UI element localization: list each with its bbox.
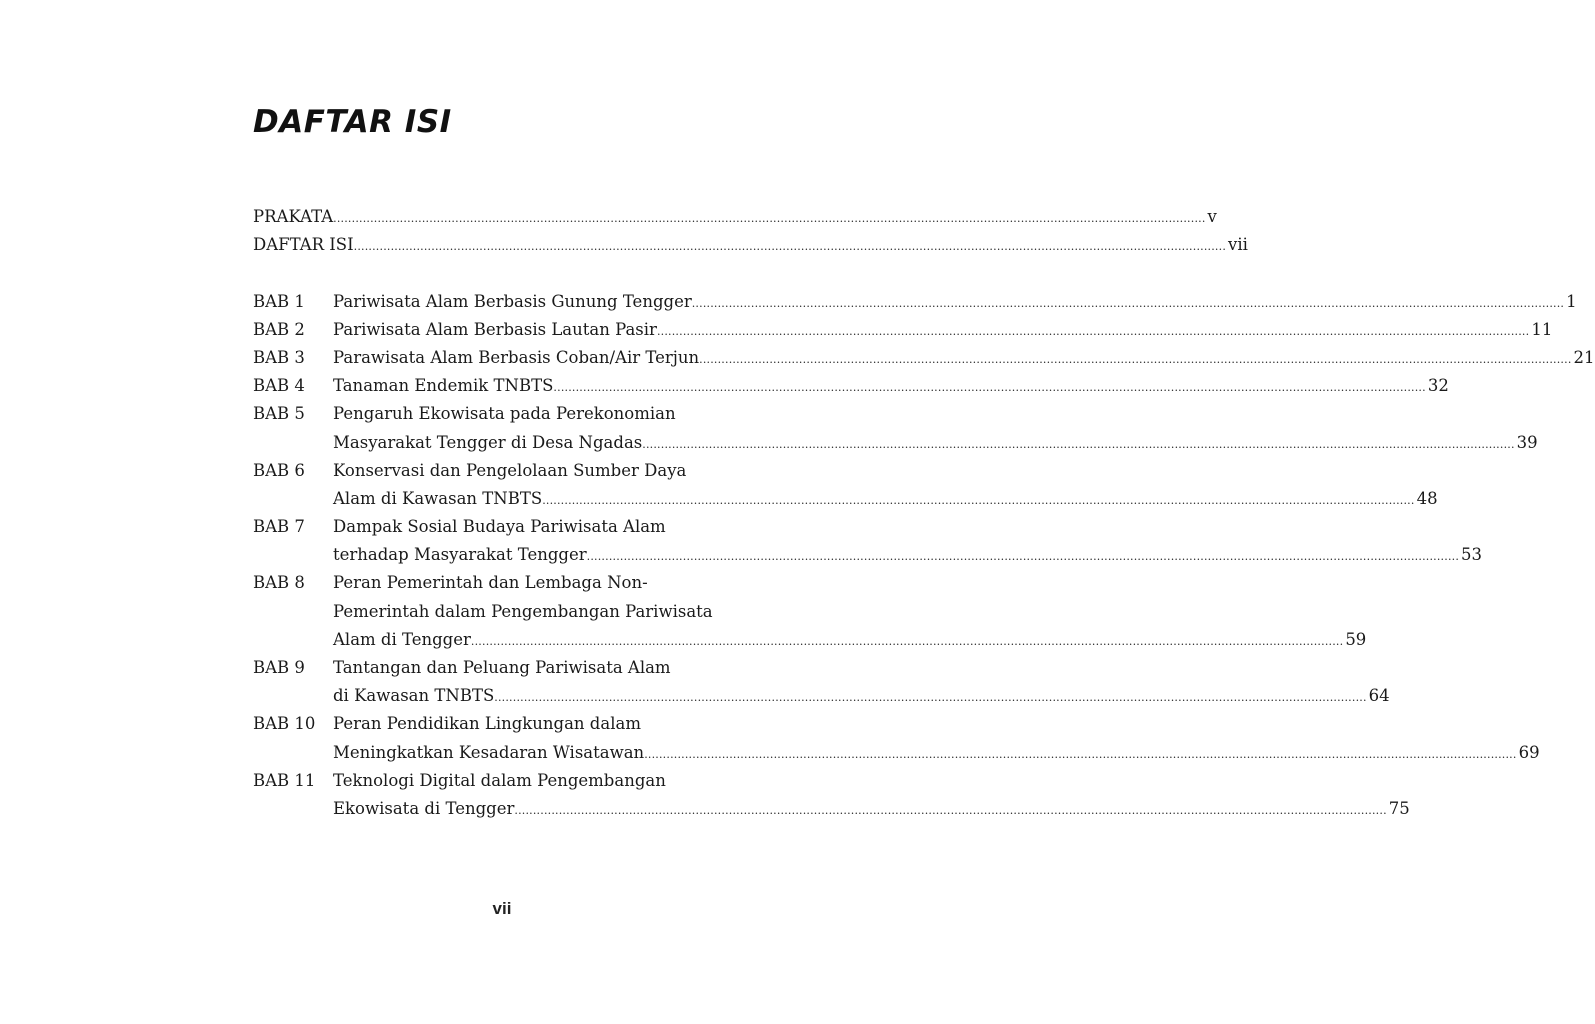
toc-chapter-line: [253, 457, 750, 485]
dot-leader: [642, 431, 1514, 459]
chapter-label: BAB 7: [253, 517, 305, 537]
toc-chapter-line: [253, 710, 750, 738]
dot-leader: [354, 233, 1226, 261]
chapter-title-line: Pemerintah dalam Pengembangan Pariwisata: [333, 601, 713, 621]
toc-chapter-line: [253, 316, 1553, 344]
dot-leader: [542, 487, 1414, 515]
toc-page-number: 21: [1573, 347, 1595, 367]
chapter-label: BAB 3: [253, 347, 305, 367]
chapter-label: BAB 9: [253, 658, 305, 677]
dot-leader: [657, 318, 1529, 346]
toc-chapter-line: [253, 682, 1390, 710]
toc-chapter-line: [253, 541, 1483, 569]
page-title: DAFTAR ISI: [253, 104, 452, 140]
chapter-label: BAB 11: [253, 770, 316, 790]
dot-leader: [494, 684, 1366, 712]
toc-chapter-line: [253, 429, 1538, 457]
toc-chapter-line: [253, 598, 750, 626]
dot-leader: [514, 797, 1386, 825]
dot-leader: [699, 346, 1571, 374]
spacer: [253, 259, 750, 287]
chapter-title-line: terhadap Masyarakat Tengger: [333, 545, 587, 565]
toc-chapter-line: [253, 513, 750, 541]
chapter-title-line: Alam di Kawasan TNBTS: [333, 488, 543, 508]
toc-chapter-line: [253, 626, 1367, 654]
chapter-title-line: Peran Pendidikan Lingkungan dalam: [333, 714, 641, 734]
toc-page-number: v: [1207, 207, 1217, 226]
chapter-title-line: Tanaman Endemik TNBTS: [333, 376, 554, 396]
dot-leader: [644, 741, 1516, 769]
toc-page-number: 75: [1388, 798, 1410, 818]
dot-leader: [587, 543, 1459, 571]
toc-chapter-line: [253, 569, 750, 597]
toc-chapter-line: [253, 400, 750, 428]
toc-entry-title: DAFTAR ISI: [253, 235, 354, 255]
dot-leader: [692, 290, 1564, 318]
toc-page-number: 48: [1416, 488, 1438, 508]
toc-chapter-line: [253, 795, 1410, 823]
toc-page-number: 1: [1566, 291, 1577, 311]
chapter-label: BAB 10: [253, 714, 316, 734]
chapter-title-line: Peran Pemerintah dan Lembaga Non-: [333, 573, 648, 593]
chapter-title-line: Pariwisata Alam Berbasis Gunung Tengger: [333, 291, 692, 311]
toc-chapter-line: [253, 739, 1540, 767]
toc-page-number: vii: [1228, 235, 1248, 255]
chapter-title-line: Parawisata Alam Berbasis Coban/Air Terjun: [333, 347, 700, 367]
toc-page-number: 59: [1345, 629, 1367, 649]
toc-page-number: 64: [1368, 686, 1390, 706]
chapter-title-line: di Kawasan TNBTS: [333, 686, 495, 706]
toc-page-number: 32: [1427, 376, 1449, 396]
chapter-label: BAB 2: [253, 319, 305, 339]
toc-chapter-line: [253, 767, 750, 795]
chapter-title-line: Dampak Sosial Budaya Pariwisata Alam: [333, 517, 666, 537]
chapter-title-line: Pengaruh Ekowisata pada Perekonomian: [333, 404, 676, 424]
toc-entry-daftar-isi: [253, 231, 1248, 259]
toc-page-number: 53: [1461, 545, 1483, 565]
toc-chapter-line: [253, 372, 1449, 400]
chapter-title-line: Meningkatkan Kesadaran Wisatawan: [333, 742, 645, 762]
table-of-contents: [253, 203, 1595, 823]
dot-leader: [471, 628, 1343, 656]
chapter-title-line: Pariwisata Alam Berbasis Lautan Pasir: [333, 319, 657, 339]
chapter-title-line: Alam di Tengger: [333, 629, 471, 649]
dot-leader: [553, 374, 1425, 402]
chapter-title-line: Konservasi dan Pengelolaan Sumber Daya: [333, 460, 687, 480]
chapter-label: BAB 8: [253, 573, 305, 593]
toc-chapter-line: [253, 654, 750, 682]
toc-entry-title: PRAKATA: [253, 207, 334, 226]
page-number: vii: [492, 899, 512, 918]
chapter-title-line: Ekowisata di Tengger: [333, 798, 515, 818]
toc-entry-prakata: [253, 203, 1217, 231]
chapter-label: BAB 1: [253, 291, 305, 311]
toc-page-number: 11: [1531, 319, 1553, 339]
chapter-label: BAB 6: [253, 460, 305, 480]
chapter-title-line: Tantangan dan Peluang Pariwisata Alam: [333, 658, 671, 677]
dot-leader: [333, 205, 1205, 233]
toc-chapter-line: [253, 485, 1438, 513]
toc-page-number: 39: [1516, 432, 1538, 452]
chapter-title-line: Teknologi Digital dalam Pengembangan: [333, 770, 666, 790]
toc-chapter-line: [253, 288, 1577, 316]
chapter-label: BAB 4: [253, 376, 305, 396]
toc-chapter-line: [253, 344, 1595, 372]
chapter-label: BAB 5: [253, 404, 305, 424]
toc-page-number: 69: [1518, 742, 1540, 762]
chapter-title-line: Masyarakat Tengger di Desa Ngadas: [333, 432, 643, 452]
